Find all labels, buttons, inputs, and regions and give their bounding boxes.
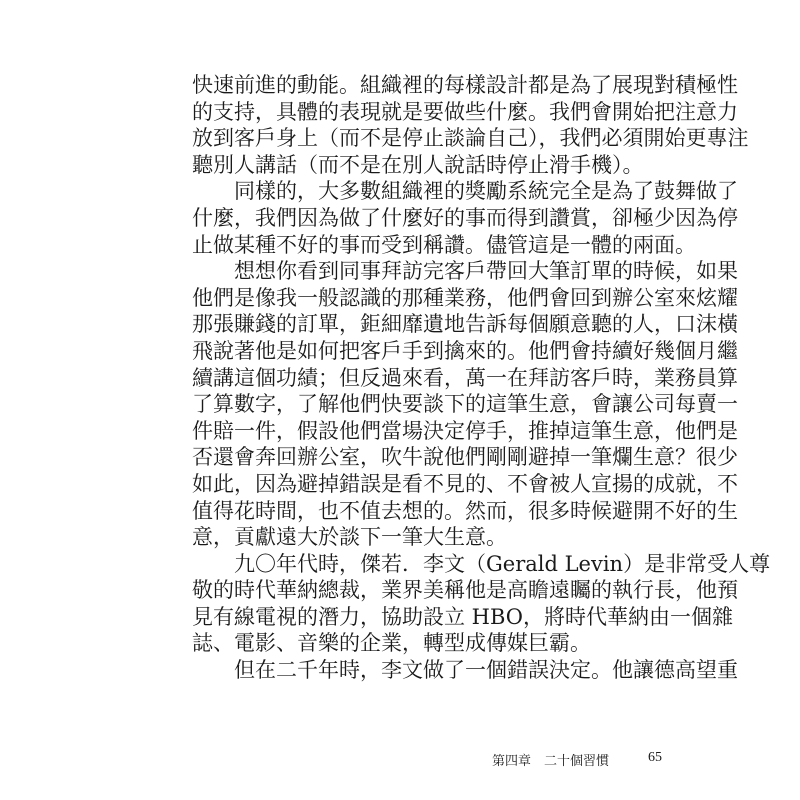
text-line: 誌、電影、音樂的企業，轉型成傳媒巨霸。 [192, 631, 591, 656]
text-line-content: 同樣的，大多數組織裡的獎勵系統完全是為了鼓舞做了 [234, 179, 738, 204]
text-line: 飛說著他是如何把客戶手到擒來的。他們會持續好幾個月繼 [192, 338, 738, 363]
text-line [192, 657, 738, 684]
text-line: 那張賺錢的訂單，鉅細靡遺地告訴每個願意聽的人，口沫橫 [192, 312, 738, 337]
text-line: 放到客戶身上（而不是停止談論自己），我們必須開始更專注 [192, 126, 749, 151]
text-line: 值得花時間，也不值去想的。然而，很多時候避開不好的生 [192, 498, 738, 523]
page-footer [492, 750, 662, 769]
text-line: 止做某種不好的事而受到稱讚。儘管這是一體的兩面。 [192, 232, 696, 257]
text-line: 快速前進的動能。組織裡的每樣設計都是為了展現對積極性 [192, 73, 738, 97]
text-line: 什麼，我們因為做了什麼好的事而得到讚賞，卻極少因為停 [192, 205, 738, 230]
text-line-content: 九〇年代時，傑若．李文（Gerald Levin）是非常受人尊 [234, 551, 771, 576]
text-line [192, 551, 771, 578]
text-line [192, 258, 738, 285]
text-line-content: 想想你看到同事拜訪完客戶帶回大筆訂單的時候，如果 [234, 259, 738, 284]
text-line-content: 但在二千年時，李文做了一個錯誤決定。他讓德高望重 [234, 658, 738, 683]
text-line: 件賠一件，假設他們當場決定停手，推掉這筆生意，他們是 [192, 418, 738, 443]
text-line: 見有線電視的潛力，協助設立 HBO，將時代華納由一個雜 [192, 604, 734, 629]
running-footer-chapter: 第四章 二十個習慣 [492, 754, 610, 769]
text-line [192, 178, 738, 205]
body-text [192, 72, 771, 684]
text-line: 他們是像我一般認識的那種業務，他們會回到辦公室來炫耀 [192, 285, 738, 310]
text-line: 如此，因為避掉錯誤是看不見的、不會被人宣揚的成就，不 [192, 471, 738, 496]
text-line: 聽別人講話（而不是在別人說話時停止滑手機）。 [192, 152, 644, 177]
text-line: 否還會奔回辦公室，吹牛說他們剛剛避掉一筆爛生意？很少 [192, 445, 738, 470]
text-line: 意，貢獻遠大於談下一筆大生意。 [192, 525, 507, 550]
page-number: 65 [648, 750, 662, 765]
text-line: 續講這個功績；但反過來看，萬一在拜訪客戶時，業務員算 [192, 365, 738, 390]
text-line: 敬的時代華納總裁，業界美稱他是高瞻遠矚的執行長，他預 [192, 578, 738, 603]
text-line: 了算數字，了解他們快要談下的這筆生意，會讓公司每賣一 [192, 392, 738, 417]
text-line: 的支持，具體的表現就是要做些什麼。我們會開始把注意力 [192, 99, 738, 124]
